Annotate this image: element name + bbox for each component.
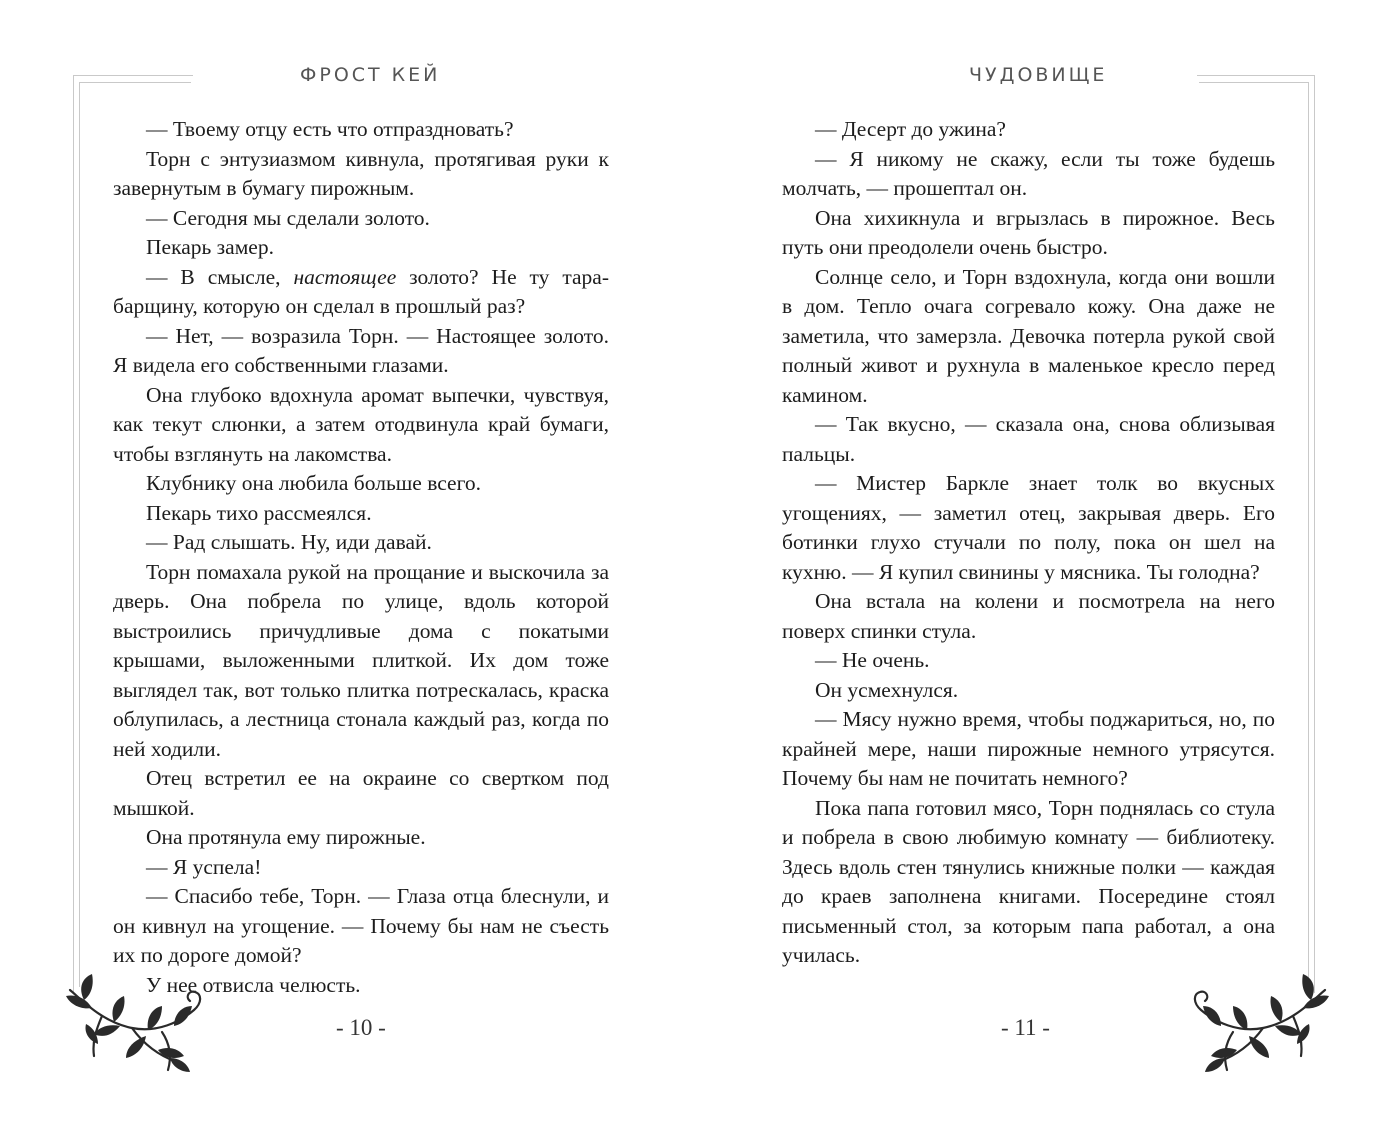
frame-line-inner [79,82,80,987]
paragraph: Солнце село, и Торн вздохнула, когда они вошли в дом. Тепло очага согревало кожу. Она даже не заметила, что замерзла. Девочка потерла рукой свой полный живот и рухнула в маленькое кресло перед камином. [782,264,1275,407]
paragraph: Она протянула ему пирожные. [146,825,426,849]
running-head-author: ФРОСТ КЕЙ [300,64,441,86]
paragraph: — Рад слышать. Ну, иди давай. [146,530,432,554]
page-number: - 11 - [1001,1015,1050,1040]
frame-line-top-inner [79,82,191,83]
vine-flourish-icon [1183,970,1333,1080]
paragraph: — Сегодня мы сделали золото. [146,205,430,230]
paragraph [113,263,609,322]
paragraph: — Я успела! [146,854,262,879]
paragraph: Отец встретил ее на окраине со свертком под мышкой. [113,766,609,820]
emphasized-word: настоящее [293,264,397,289]
paragraph: — Спасибо тебе, Торн. — Глаза отца блеснули, и он кивнул на угощение. — Почему бы нам не съесть их по дороге домой? [113,884,609,967]
paragraph: Торн с энтузиазмом кивнула, протягивая руки к завернутым в бумагу пирожным. [113,146,609,200]
page-number: - 10 - [336,1015,386,1040]
paragraph: Она встала на колени и посмотрела на него поверх спинки стула. [782,589,1275,643]
frame-line-top-outer [1197,75,1315,76]
paragraph: — Так вкусно, — сказала она, снова облизывая пальцы. [782,412,1275,466]
frame-line-outer [1314,75,1315,993]
paragraph: Она хихикнула и вгрызлась в пирожное. Весь путь они преодолели очень быстро. [782,205,1275,259]
paragraph: — Мясу нужно время, чтобы поджариться, но, по крайней мере, наши пирожные немного утрясутся. Почему бы нам не почитать немного? [782,707,1275,790]
frame-line-outer [73,75,74,993]
frame-line-top-inner [1199,82,1309,83]
paragraph-text: — В смысле, [146,264,294,289]
right-body-text [782,115,1275,971]
paragraph: Торн помахала рукой на прощание и выскочила за дверь. Она побрела по улице, вдоль которой выстроились причудливые дома с покатыми крышами, выложенными плиткой. Их дом тоже выглядел так, вот только плитка потрескалась, краска облупилась, а лестница стонала каждый раз, когда по ней ходили. [113,559,609,761]
paragraph: Он усмехнулся. [815,677,959,702]
paragraph: Пока папа готовил мясо, Торн поднялась со стула и побрела в свою любимую комнату — библиотеку. Здесь вдоль стен тянулись книжные полки — каждая до краев заполнена книгами. Посередине стоял письменный стол, за которым папа работал, а она училась. [782,795,1275,967]
frame-line-top-outer [73,75,193,76]
left-body-text [113,115,609,1000]
paragraph: — Твоему отцу есть что отпраздновать? [146,117,514,141]
paragraph: Пекарь тихо рассмеялся. [146,500,372,525]
right-page [697,0,1393,1125]
paragraph: — Нет, — возразила Торн. — Настоящее золото. Я видела его собственными глазами. [113,323,609,377]
paragraph: — Не очень. [815,648,930,672]
left-page [0,0,696,1125]
paragraph: — Мистер Баркле знает толк во вкусных угощениях, — заметил отец, закрывая дверь. Его ботинки глухо стучали по полу, пока он шел на кухню. — Я купил свинины у мясника. Ты голодна? [782,471,1275,584]
paragraph-text: золото? Не ту тарабарщину, которую он сделал в прошлый раз? [113,264,610,318]
frame-line-inner [1308,82,1309,987]
paragraph: Она глубоко вдохнула аромат выпечки, чувствуя, как текут слюнки, а затем отодвинула край бумаги, чтобы взглянуть на лакомства. [113,382,609,466]
running-head-title: ЧУДОВИЩЕ [969,64,1108,86]
paragraph: У нее отвисла челюсть. [146,972,361,997]
paragraph: — Я никому не скажу, если ты тоже будешь молчать, — прошептал он. [782,146,1275,200]
paragraph: Клубнику она любила больше всего. [146,471,482,495]
paragraph: Пекарь замер. [146,235,274,259]
vine-flourish-icon [62,970,212,1080]
paragraph: — Десерт до ужина? [815,117,1006,141]
